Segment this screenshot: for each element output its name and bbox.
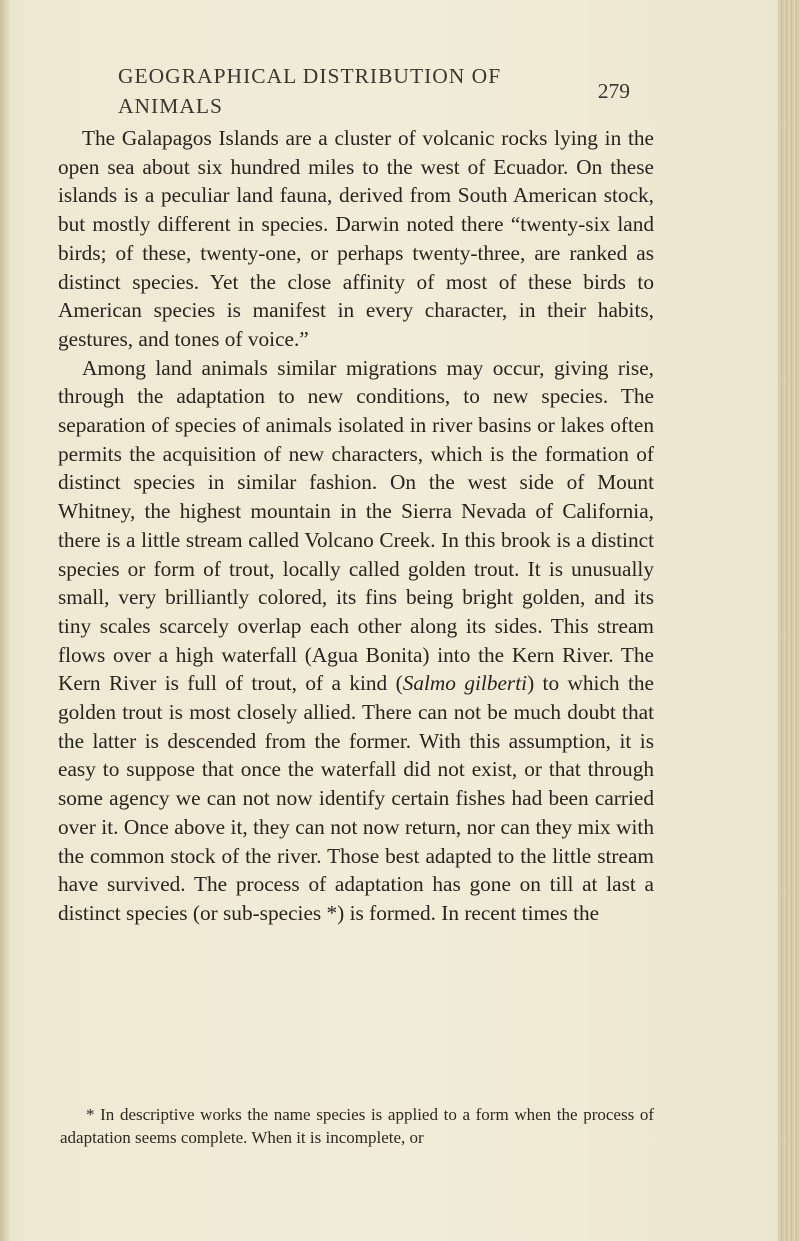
paragraph-galapagos: The Galapagos Islands are a cluster of volcanic rocks lying in the open sea about six hundred miles to the west of Ecuador. On these islands is a peculiar land fauna, derived from South American stock, but mostly different in species. Darwin noted there “twenty-six land birds; of these, twenty-one, or perhaps twenty-three, are ranked as distinct species. Yet the close affinity of most of these birds to American species is manifest in every character, in their habits, gestures, and tones of voice.” [58,126,654,351]
footnote [60,1103,654,1149]
species-name-italic: Salmo gilberti [402,671,528,696]
page-left-edge [0,0,10,1241]
page-right-edge [778,0,800,1241]
paragraph-golden-trout [58,354,654,928]
footnote-text: * In descriptive works the name species is applied to a form when the process of adaptation seems complete. When it is incomplete, or [60,1105,654,1147]
paragraph-text-before-species: Among land animals similar migrations may occur, giving rise, through the adaptation to new conditions, to new species. The separation of species of animals isolated in river basins or lakes often permits the acquisition of new characters, which is the formation of distinct species in similar fashion. On the west side of Mount Whitney, the highest mountain in the Sierra Nevada of California, there is a little stream called Volcano Creek. In this brook is a distinct species or form of trout, locally called golden trout. It is unusually small, very brilliantly colored, its fins being bright golden, and its tiny scales scarcely overlap each other along its sides. This stream flows over a high waterfall (Agua Bonita) into the Kern River. The Kern River is full of trout, of a kind ( [58,355,654,696]
page-number: 279 [597,79,630,103]
paragraph-text-after-species: ) to which the golden trout is most closely allied. There can not be much doubt that the latter is descended from the former. With this assumption, it is easy to suppose that once the waterfall did not exist, or that through some agency we can not now identify certain fishes had been carried over it. Once above it, they can not now return, nor can they mix with the common stock of the river. Those best adapted to the little stream have survived. The process of adaptation has gone on till at last a distinct species (or sub-species *) is formed. In recent times the [58,671,654,925]
body-text [58,124,654,928]
running-head [118,64,630,118]
running-title: GEOGRAPHICAL DISTRIBUTION OF ANIMALS [118,64,502,118]
